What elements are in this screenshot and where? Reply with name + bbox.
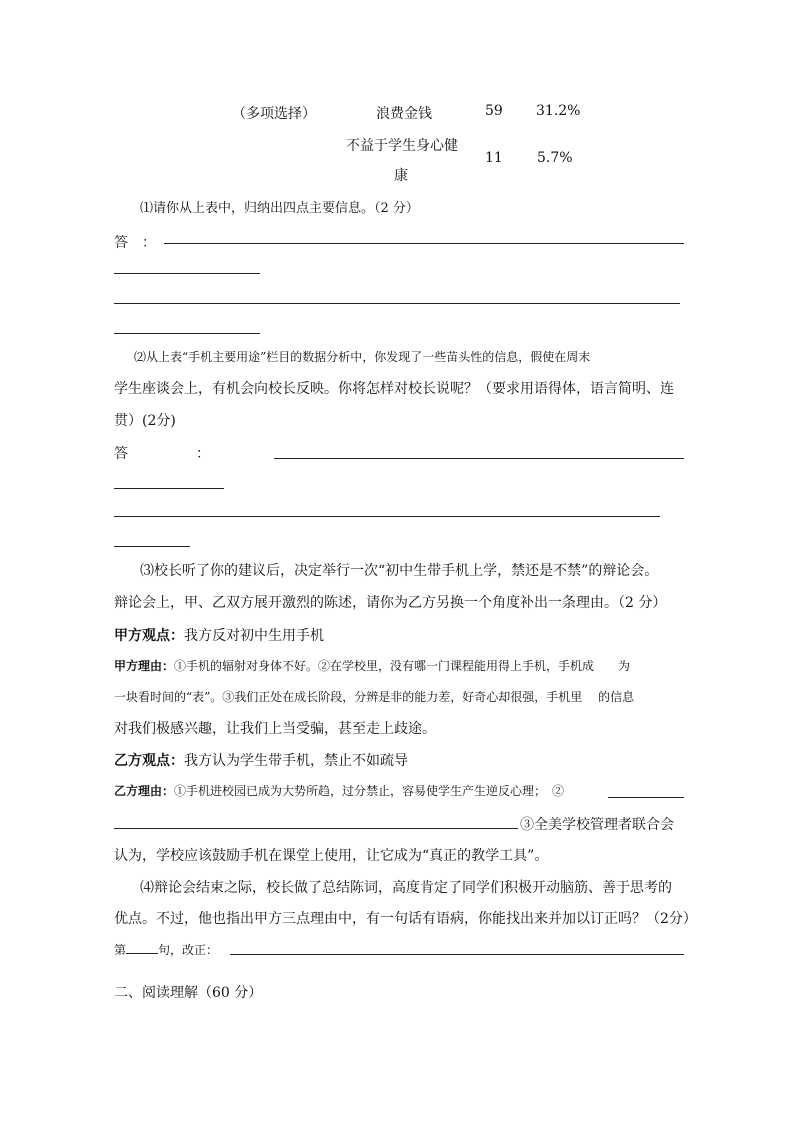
q1-prompt: ⑴请你从上表中，归纳出四点主要信息。（2 分）	[140, 201, 419, 216]
table-item-1: 浪费金钱	[376, 106, 432, 122]
q1-answer-line-1[interactable]	[164, 243, 684, 244]
yi-reason-3: 认为，学校应该鼓励手机在课堂上使用，让它成为“真正的教学工具”。	[114, 848, 549, 864]
q4-answer-prefix: 第	[114, 943, 127, 957]
q4-text-line1: ⑷辩论会结束之际，校长做了总结陈词，高度肯定了同学们积极开动脑筋、善于思考的	[140, 880, 672, 896]
yi-view-text: 我方认为学生带手机，禁止不如疏导	[184, 753, 408, 769]
q4-answer-mid: 句，改正：	[158, 943, 219, 957]
q4-answer	[114, 941, 218, 958]
table-count-2: 11	[485, 150, 503, 166]
table-item-2-line1: 不益于学生身心健	[346, 138, 458, 154]
q2-answer-colon: ：	[196, 446, 210, 462]
jia-view-text: 我方反对初中生用手机	[184, 628, 324, 644]
q2-text-line3: 贯）(2分)	[114, 413, 176, 429]
jia-view	[114, 625, 324, 645]
table-item-2-line2: 康	[394, 168, 408, 184]
table-percent-1: 31.2%	[536, 103, 581, 119]
yi-reason-2: ③全美学校管理者联合会	[520, 817, 674, 833]
q4-sentence-blank[interactable]	[126, 941, 158, 954]
yi-view	[114, 750, 408, 770]
yi-reason-text-1: ①手机进校园已成为大势所趋，过分禁止，容易使学生产生逆反心理； ②	[174, 784, 565, 798]
q3-text-line2: 辩论会上，甲、乙双方展开激烈的陈述，请你为乙方另换一个角度补出一条理由。（2 分）	[114, 595, 667, 611]
q1-answer-line-2[interactable]	[114, 273, 260, 274]
q2-text-line2: 学生座谈会上，有机会向校长反映。你将怎样对校长说呢？（要求用语得体，语言简明、连	[114, 381, 674, 397]
jia-reason-text-1: ①手机的辐射对身体不好。②在学校里，没有哪一门课程能用得上手机，手机成 为	[174, 659, 631, 673]
table-count-1: 59	[485, 103, 503, 119]
jia-reason-1	[114, 657, 630, 674]
q2-answer-line-2[interactable]	[114, 488, 224, 489]
q2-answer-line-3[interactable]	[114, 516, 660, 517]
q2-text-line1: ⑵从上表“手机主要用途”栏目的数据分析中，你发现了一些苗头性的信息，假使在周末	[134, 350, 591, 364]
yi-reason-blank-1[interactable]	[608, 797, 684, 798]
jia-reason-3: 对我们极感兴趣，让我们上当受骗，甚至走上歧途。	[114, 721, 436, 737]
jia-view-label: 甲方观点：	[114, 628, 184, 644]
q2-answer-line-1[interactable]	[274, 458, 684, 459]
q2-answer-line-4[interactable]	[114, 546, 190, 547]
table-percent-2: 5.7%	[537, 150, 573, 166]
q3-text-line1: ⑶校长听了你的建议后，决定举行一次“初中生带手机上学，禁还是不禁”的辩论会。	[140, 563, 659, 579]
yi-reason-label: 乙方理由：	[114, 784, 175, 798]
jia-reason-2: 一块看时间的“表”。③我们正处在成长阶段，分辨是非的能力差，好奇心却很强，手机里 的信息	[114, 690, 635, 704]
q1-answer-line-4[interactable]	[114, 333, 260, 334]
yi-view-label: 乙方观点：	[114, 753, 184, 769]
q2-answer-label: 答	[114, 446, 128, 462]
q4-correction-line[interactable]	[230, 954, 684, 955]
yi-reason-1	[114, 782, 564, 799]
section2-title: 二、阅读理解（60 分）	[114, 985, 263, 1001]
jia-reason-label: 甲方理由：	[114, 659, 175, 673]
q1-answer-label: 答 ：	[114, 235, 156, 251]
q1-answer-line-3[interactable]	[114, 303, 680, 304]
yi-reason-blank-2[interactable]	[114, 828, 518, 829]
table-group-label: （多项选择）	[232, 106, 316, 122]
q4-text-line2: 优点。不过，他也指出甲方三点理由中，有一句话有语病，你能找出来并加以订正吗？（2分）	[114, 911, 697, 927]
